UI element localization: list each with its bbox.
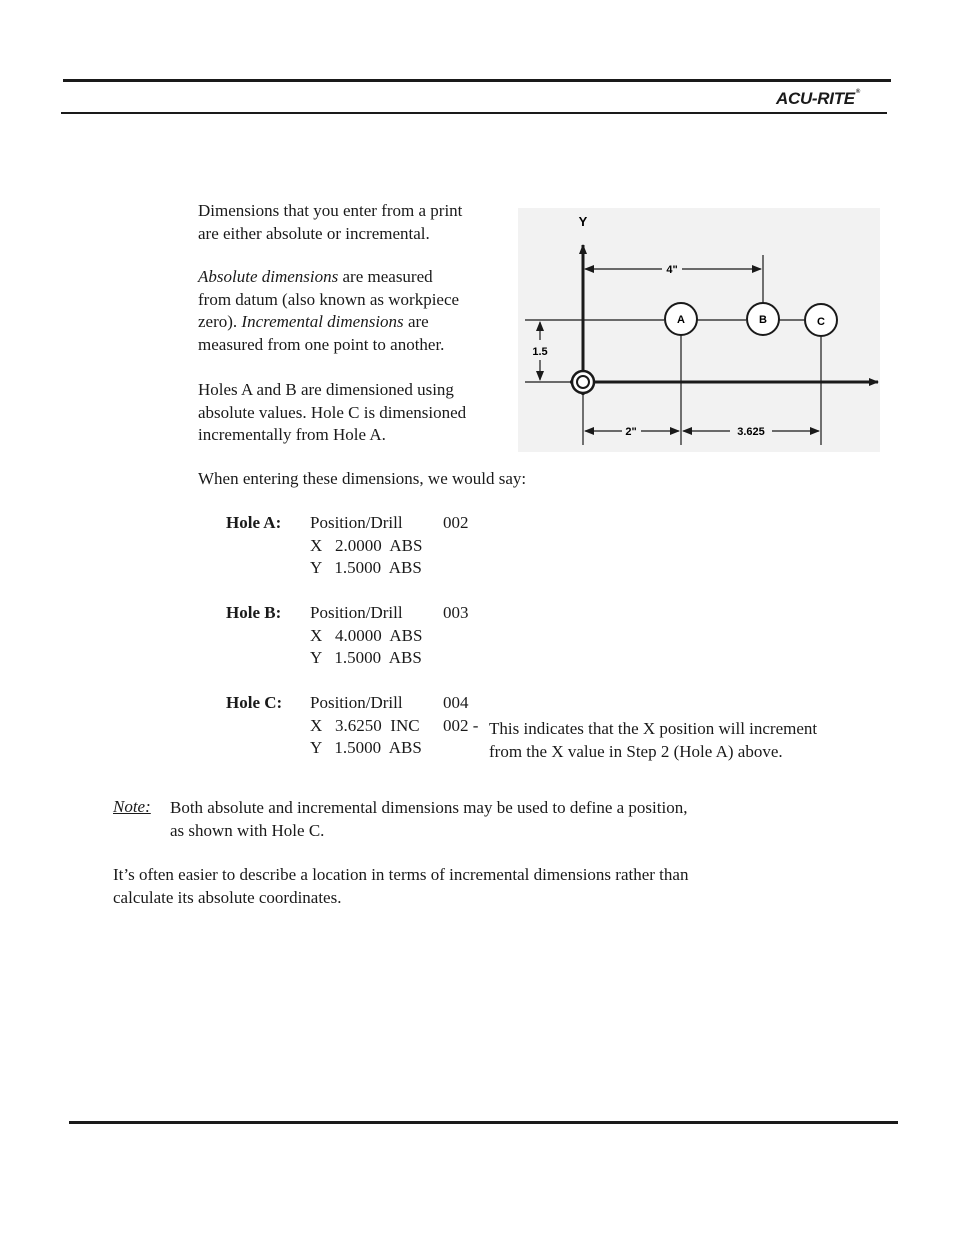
dim-2in-label: 2" [625,426,637,438]
callout-line-1: This indicates that the X position will increment [489,719,818,738]
increment-callout [489,718,817,763]
definitions-paragraph [198,266,518,356]
note-text [170,797,687,842]
footer-rule [69,1121,898,1124]
dim-4in-label: 4" [666,264,678,276]
dim-1-5-label: 1.5 [532,346,548,358]
intro-line-2: are either absolute or incremental. [198,223,430,243]
hole-c-action: Position/Drill [310,693,403,712]
hole-b-label: B [759,314,767,326]
holes-desc-line-1: Holes A and B are dimensioned using [198,380,454,399]
acu-rite-logo [776,89,860,109]
hole-b-title: Hole B: [226,603,282,622]
hole-a-label: A [677,314,685,326]
hole-c-title: Hole C: [226,693,283,712]
hole-c-x: X 3.6250 INC [310,716,420,735]
dimension-diagram [518,205,890,455]
intro-paragraph [198,200,518,245]
hole-a-step: 002 [443,513,469,532]
hole-b-y: Y 1.5000 ABS [310,648,422,667]
hole-c-step: 004 [443,693,469,712]
hole-b-x: X 4.0000 ABS [310,626,423,645]
definitions-line-4: measured from one point to another. [198,334,445,354]
note-line-2: as shown with Hole C. [170,820,325,840]
hole-a-title: Hole A: [226,513,282,532]
definitions-line-3: zero). Incremental dimensions are [198,312,429,331]
holes-description-paragraph [198,379,518,447]
closing-line-1: It’s often easier to describe a location in terms of incremental dimensions rather than [113,865,689,884]
closing-line-2: calculate its absolute coordinates. [113,887,342,907]
callout-line-2: from the X value in Step 2 (Hole A) above. [489,741,783,761]
registered-mark: ® [855,89,860,95]
note-line-1: Both absolute and incremental dimensions may be used to define a position, [170,798,688,817]
hole-a-x: X 2.0000 ABS [310,536,423,555]
entering-instruction: When entering these dimensions, we would say: [198,469,527,488]
hole-a-action: Position/Drill [310,513,403,532]
definitions-line-1: Absolute dimensions are measured [198,267,433,286]
closing-paragraph [113,864,688,909]
holes-desc-line-2: absolute values. Hole C is dimensioned [198,402,467,422]
hole-b-action: Position/Drill [310,603,403,622]
dim-3625-label: 3.625 [737,426,765,438]
hole-c-x-reference: 002 - [443,716,479,735]
hole-c-label: C [817,316,825,328]
absolute-term: Absolute dimensions [198,267,339,286]
note-label: Note: [113,797,151,816]
header-bottom-rule [61,112,887,114]
hole-b-step: 003 [443,603,469,622]
hole-a-y: Y 1.5000 ABS [310,558,422,577]
datum-symbol [572,371,594,393]
incremental-term: Incremental dimensions [241,312,404,331]
logo-text: ACU-RITE [776,89,855,108]
header-top-rule [63,79,891,82]
definitions-line-2: from datum (also known as workpiece [198,289,460,309]
hole-c-y: Y 1.5000 ABS [310,738,422,757]
intro-line-1: Dimensions that you enter from a print [198,201,463,220]
holes-desc-line-3: incrementally from Hole A. [198,425,386,444]
y-axis-label: Y [578,214,588,229]
